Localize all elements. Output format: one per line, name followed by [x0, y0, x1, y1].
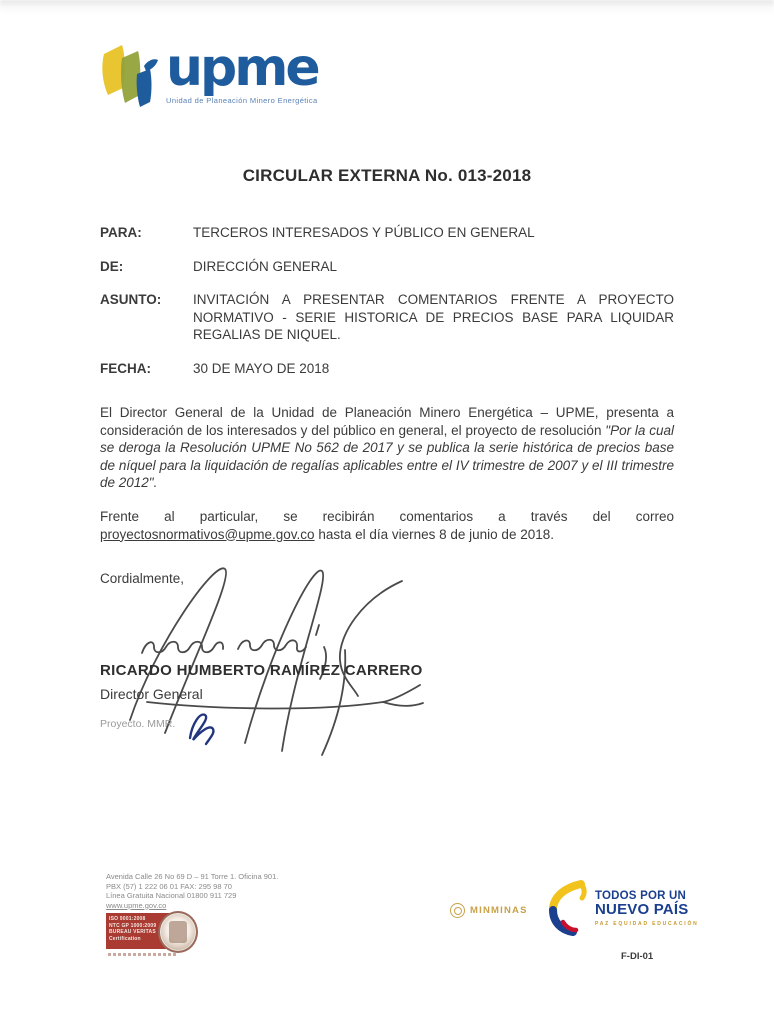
website-link: www.upme.gov.co — [106, 900, 167, 910]
certification-seal-icon — [158, 911, 198, 953]
meta-row-para — [100, 224, 674, 242]
footer-address-line: Avenida Calle 26 No 69 D – 91 Torre 1. Oficina 901. — [106, 872, 279, 881]
meta-label-para: PARA: — [100, 225, 142, 240]
paragraph-2-after: hasta el día viernes 8 de junio de 2018. — [314, 526, 554, 542]
paragraph-2-before: Frente al particular, se recibirán comentarios a través del correo — [100, 509, 674, 524]
minminas-emblem-icon — [450, 903, 465, 918]
nuevo-pais-line1: TODOS POR UN — [595, 889, 687, 902]
form-code: F-DI-01 — [621, 951, 654, 962]
document-title: CIRCULAR EXTERNA No. 013-2018 — [242, 166, 532, 185]
nuevo-pais-subtitle: PAZ EQUIDAD EDUCACIÓN — [595, 920, 699, 927]
meta-row-asunto — [100, 291, 674, 344]
minminas-label: MINMINAS — [470, 905, 528, 916]
paragraph-1-normal: El Director General de la Unidad de Planeación Minero Energética – UPME, presenta a consideración de los interesados y del público en general, el proyecto de resolución — [100, 405, 674, 438]
email-link: proyectosnormativos@upme.gov.co — [100, 526, 315, 542]
signer-title: Director General — [100, 686, 203, 702]
nuevo-pais-swoosh-icon — [545, 880, 589, 936]
meta-value-de: DIRECCIÓN GENERAL — [193, 258, 338, 274]
minminas-logo — [450, 903, 528, 918]
meta-value-para: TERCEROS INTERESADOS Y PÚBLICO EN GENERAL — [193, 225, 535, 240]
nuevo-pais-logo — [545, 880, 699, 936]
meta-label-asunto: ASUNTO: — [100, 292, 162, 307]
iso-line: Certification — [109, 935, 141, 942]
iso-line: NTC GP 1000:2009 — [109, 922, 157, 929]
meta-row-fecha — [100, 360, 674, 378]
meta-label-fecha: FECHA: — [100, 360, 151, 376]
paragraph-1-resolution-quote: "Por la cual se deroga la Resolución UPME No 562 de 2017 y se publica la serie histórica de precios base de níquel para la liquidación de regalías aplicables entre el IV trimestre de 2007 y el III trimestre de 2012". — [100, 422, 675, 491]
upme-wordmark: upme — [166, 38, 318, 98]
footer-address-block — [106, 872, 278, 910]
letterhead — [98, 38, 318, 112]
iso-line: ISO 9001:2008 — [109, 916, 146, 922]
iso-line: BUREAU VERITAS — [109, 929, 156, 935]
project-note: Proyecto. MMR. — [100, 718, 176, 730]
upme-logo-text — [166, 38, 318, 105]
meta-value-asunto: INVITACIÓN A PRESENTAR COMENTARIOS FRENTE A PROYECTO NORMATIVO - SERIE HISTORICA DE PRECIOS BASE PARA LIQUIDAR REGALIAS DE NIQUEL. — [193, 292, 674, 342]
reviewer-initials-ink — [186, 708, 220, 748]
meta-block — [100, 224, 674, 393]
footer-address-line: PBX (57) 1 222 06 01 FAX: 295 98 70 — [106, 881, 232, 891]
meta-value-fecha: 30 DE MAYO DE 2018 — [193, 360, 330, 376]
footer-address-line: Línea Gratuita Nacional 01800 911 729 — [106, 891, 237, 901]
upme-logo-icon — [98, 38, 160, 112]
upme-tagline: Unidad de Planeación Minero Energética — [166, 96, 318, 105]
body-paragraph-1 — [100, 404, 674, 492]
body-paragraph-2 — [100, 508, 674, 543]
iso-microtext — [108, 953, 178, 956]
nuevo-pais-line2: NUEVO PAÍS — [595, 900, 689, 918]
meta-label-de: DE: — [100, 258, 124, 274]
closing-salutation: Cordialmente, — [100, 571, 185, 586]
iso-certification-badge — [106, 911, 210, 955]
signer-name: RICARDO HUMBERTO RAMÍREZ CARRERO — [100, 662, 423, 679]
scan-artifact — [0, 0, 774, 14]
meta-row-de — [100, 258, 674, 276]
nuevo-pais-text — [595, 890, 699, 927]
